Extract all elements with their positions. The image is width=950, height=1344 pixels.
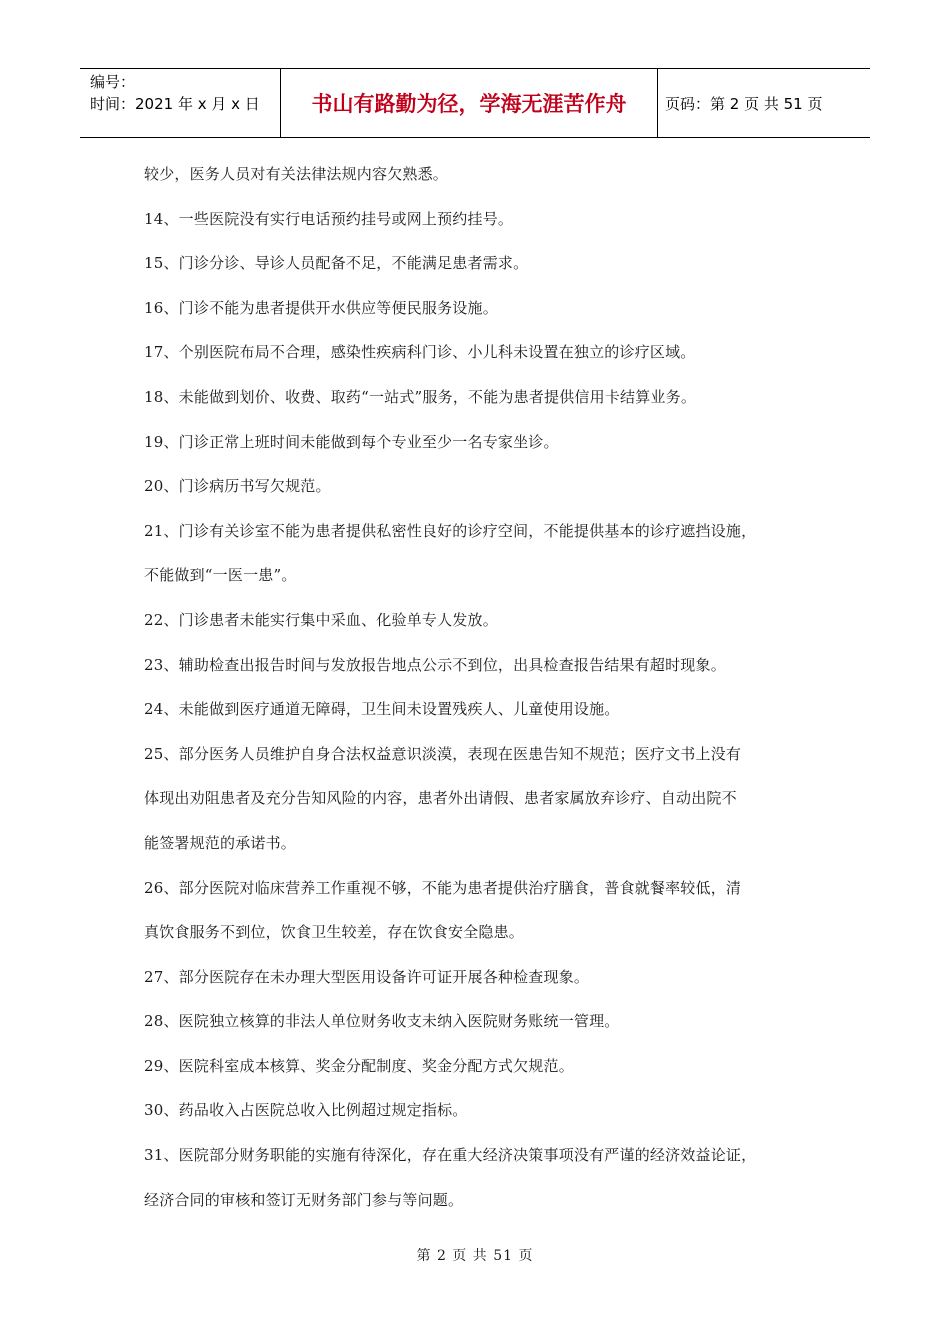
document-date: 时间：2021 年 x 月 x 日 — [90, 95, 260, 113]
text-line: 真饮食服务不到位，饮食卫生较差，存在饮食安全隐患。 — [144, 923, 525, 942]
text-line: 不能做到“一医一患”。 — [144, 566, 297, 585]
text-line: 28、医院独立核算的非法人单位财务收支未纳入医院财务账统一管理。 — [144, 1012, 620, 1031]
text-line: 30、药品收入占医院总收入比例超过规定指标。 — [144, 1101, 468, 1120]
header-page-info: 页码：第 2 页 共 51 页 — [665, 94, 823, 113]
text-line: 较少，医务人员对有关法律法规内容欠熟悉。 — [144, 165, 449, 183]
text-line: 体现出劝阻患者及充分告知风险的内容，患者外出请假、患者家属放弃诊疗、自动出院不 — [144, 789, 737, 808]
text-line: 17、个别医院布局不合理，感染性疾病科门诊、小儿科未设置在独立的诊疗区域。 — [144, 343, 696, 362]
text-line: 26、部分医院对临床营养工作重视不够，不能为患者提供治疗膳食，普食就餐率较低，清 — [144, 878, 742, 897]
text-line: 23、辅助检查出报告时间与发放报告地点公示不到位，出具检查报告结果有超时现象。 — [144, 655, 726, 674]
text-line: 19、门诊正常上班时间未能做到每个专业至少一名专家坐诊。 — [144, 432, 559, 451]
page-header — [80, 68, 870, 138]
page-footer: 第 2 页 共 51 页 — [416, 1248, 534, 1264]
header-meta — [80, 69, 281, 137]
text-line: 25、部分医务人员维护自身合法权益意识淡漠，表现在医患告知不规范；医疗文书上没有 — [144, 744, 742, 763]
header-motto: 书山有路勤为径，学海无涯苦作舟 — [281, 69, 658, 137]
text-line: 经济合同的审核和签订无财务部门参与等问题。 — [144, 1190, 464, 1209]
text-line: 24、未能做到医疗通道无障碍，卫生间未设置残疾人、儿童使用设施。 — [144, 700, 620, 719]
document-code-label: 编号： — [90, 73, 136, 91]
text-line: 16、门诊不能为患者提供开水供应等便民服务设施。 — [144, 298, 498, 317]
text-line: 能签署规范的承诺书。 — [144, 833, 297, 852]
text-line: 22、门诊患者未能实行集中采血、化验单专人发放。 — [144, 610, 498, 629]
text-line: 20、门诊病历书写欠规范。 — [144, 477, 331, 496]
text-line: 18、未能做到划价、收费、取药“一站式”服务，不能为患者提供信用卡结算业务。 — [144, 387, 697, 406]
text-line: 29、医院科室成本核算、奖金分配制度、奖金分配方式欠规范。 — [144, 1056, 574, 1075]
text-line: 14、一些医院没有实行电话预约挂号或网上预约挂号。 — [144, 209, 514, 228]
text-line: 31、医院部分财务职能的实施有待深化，存在重大经济决策事项没有严谨的经济效益论证， — [144, 1146, 757, 1165]
text-line: 27、部分医院存在未办理大型医用设备许可证开展各种检查现象。 — [144, 967, 590, 986]
text-line: 21、门诊有关诊室不能为患者提供私密性良好的诊疗空间，不能提供基本的诊疗遮挡设施， — [144, 521, 757, 540]
text-line: 15、门诊分诊、导诊人员配备不足，不能满足患者需求。 — [144, 254, 529, 273]
document-body — [144, 152, 824, 1222]
